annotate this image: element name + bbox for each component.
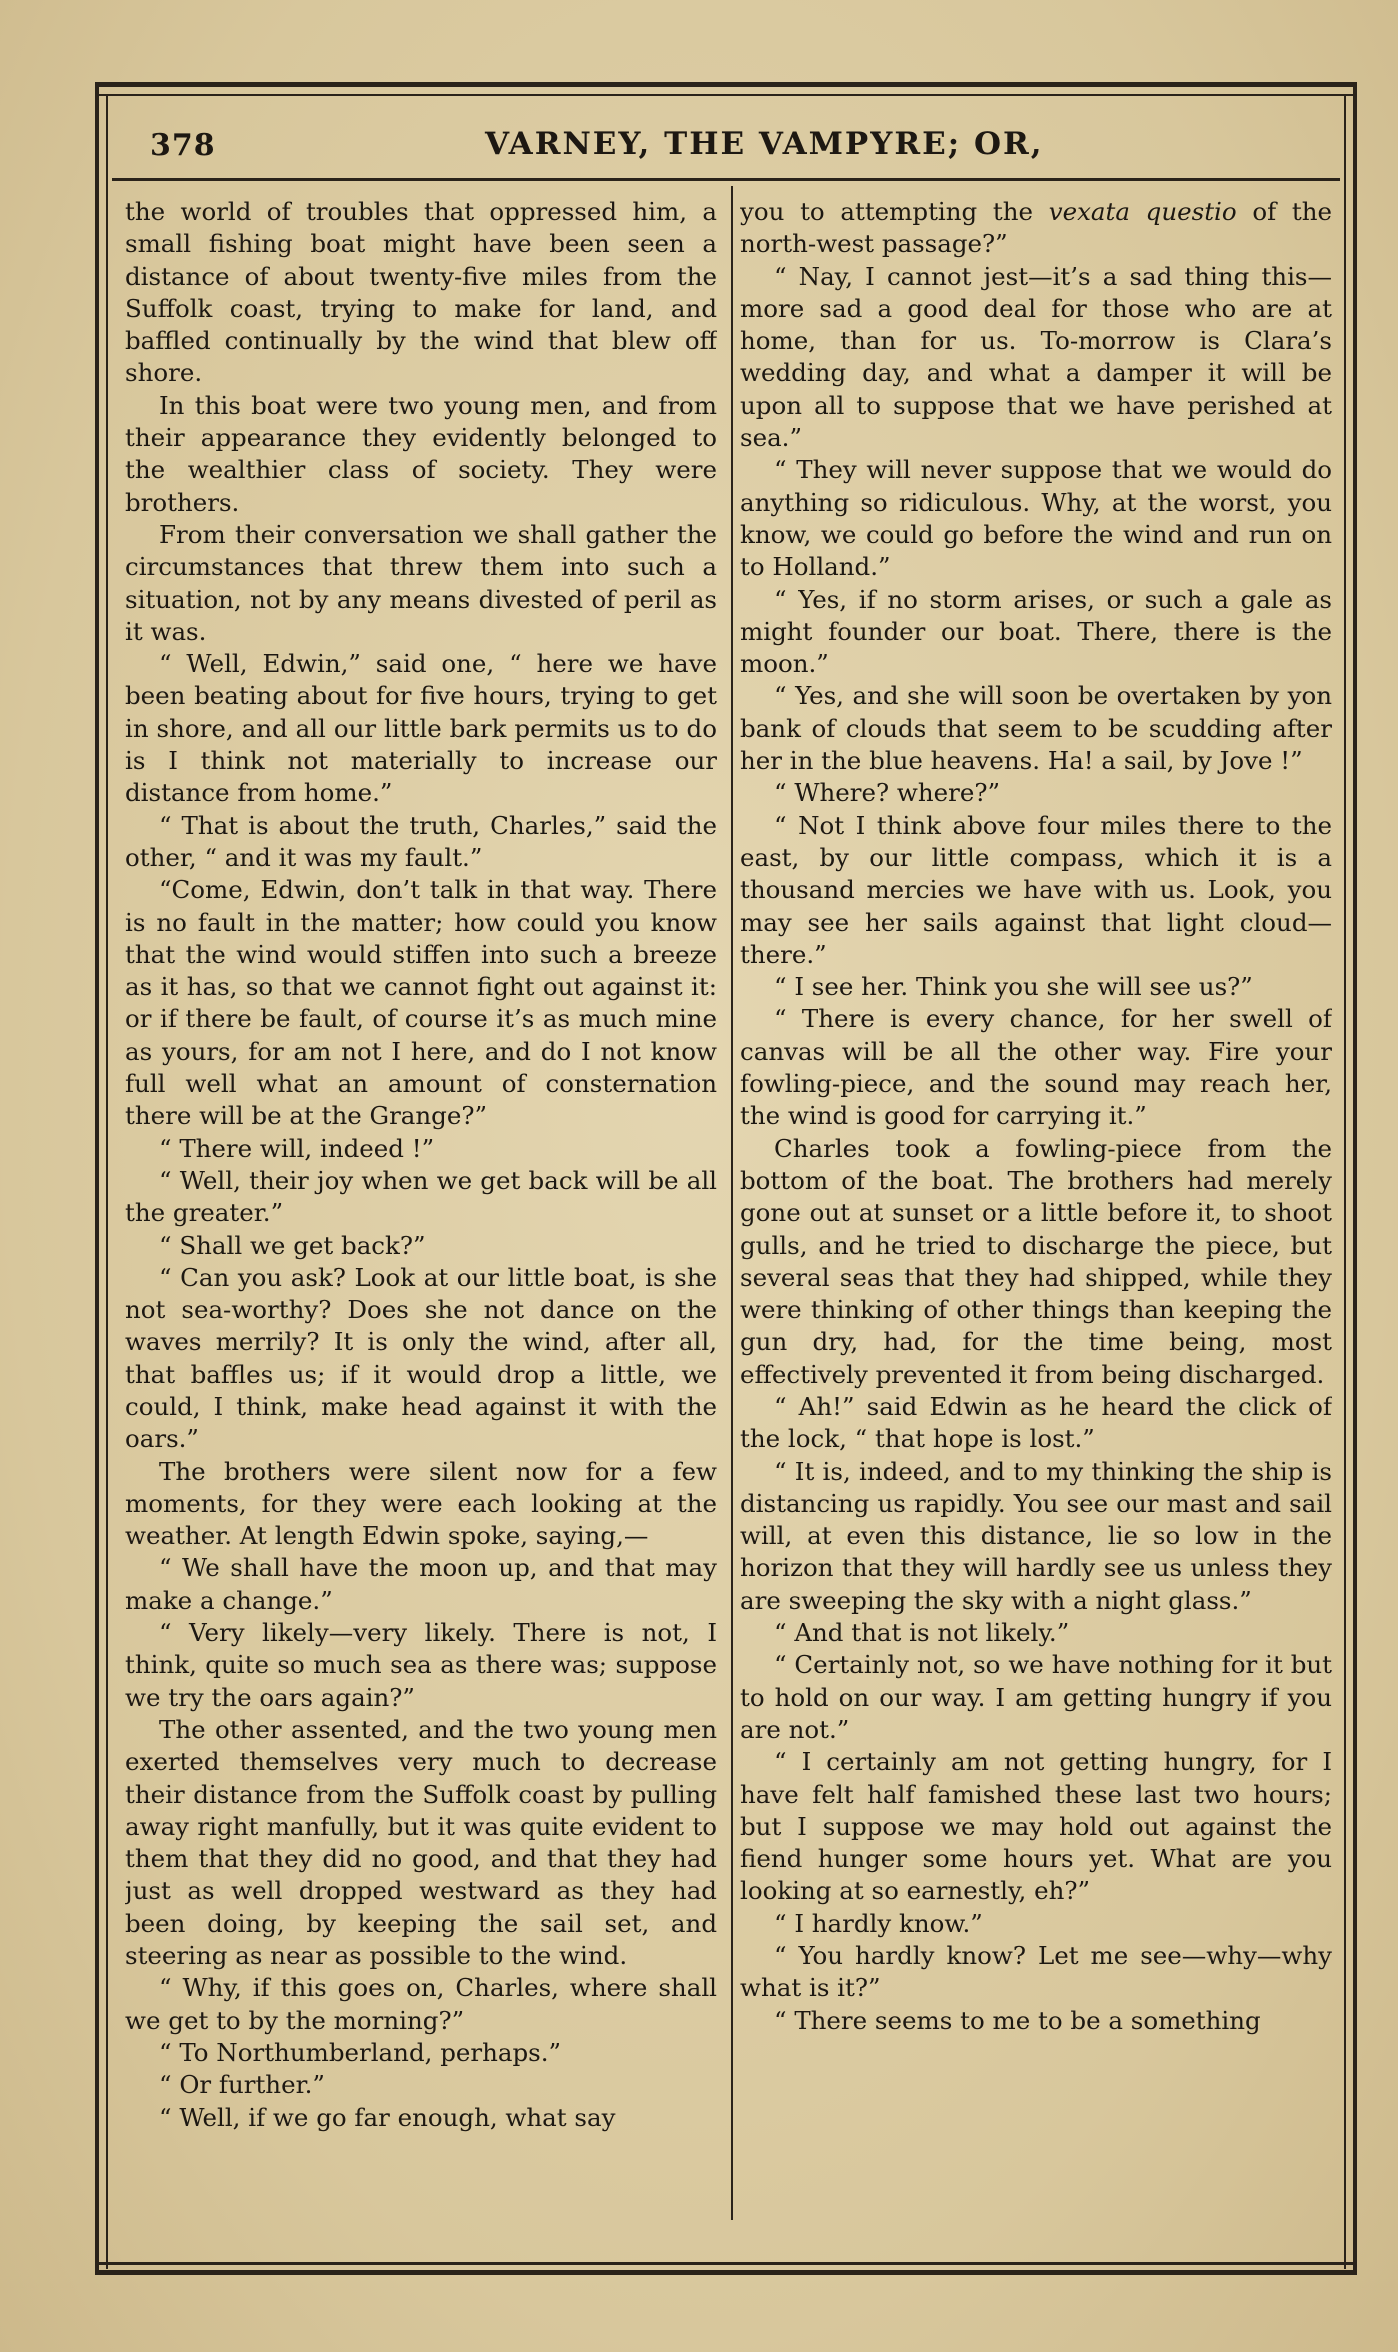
left-border-thin — [106, 94, 108, 2269]
column-divider — [731, 186, 733, 2220]
paragraph: “ It is, indeed, and to my thinking the ship is distancing us rapidly. You see our mast and sail will, at even this distance, lie so low in the horizon that they will hardly see us unless they are sweeping the sky with a night glass.” — [740, 1456, 1332, 1615]
paragraph: “ You hardly know? Let me see—why—why what is it?” — [740, 1941, 1332, 2003]
paragraph: “ I certainly am not getting hungry, for I have felt half famished these last two hours; but I suppose we may hold out against the fiend hunger some hours yet. What are you looking at so earnestly, eh?” — [740, 1747, 1332, 1906]
paragraph: Charles took a fowling-piece from the bottom of the boat. The brothers had merely gone out at sunset or a little before it, to shoot gulls, and he tried to discharge the piece, but several seas that they had shipped, while they were thinking of other things than keeping the gun dry, had, for the time being, most effectively prevented it from being discharged. — [740, 1133, 1332, 1389]
paragraph: “ Where? where?” — [774, 778, 1001, 808]
bottom-border-thin — [95, 2262, 1357, 2265]
paragraph: “ There is every chance, for her swell of canvas will be all the other way. Fire your fowling-piece, and the sound may reach her, the wind is good for carrying it.” — [740, 1004, 1332, 1131]
paragraph: “ Very likely—very likely. There is not, I think, quite so much sea as there was; suppose we try the oars again?” — [125, 1618, 717, 1712]
paragraph: “ I hardly know.” — [774, 1908, 983, 1938]
right-border-thick — [1353, 82, 1357, 2275]
paragraph: “ Well, their joy when we get back will be all the greater.” — [125, 1165, 717, 1228]
paragraph: “ Shall we get back?” — [159, 1230, 426, 1260]
paragraph: From their conversation we shall gather the circumstances that threw them into such a situation, not by any means divested of peril as it was. — [125, 519, 717, 646]
lead-text-end: of the north-west passage?” — [740, 197, 1332, 259]
paragraph: the world of troubles that oppressed him, a small fishing boat might have been seen a distance of about twenty-five miles from the Suffolk coast, trying to make for land, and baffled continually by the wind that blew off shore. — [125, 197, 717, 388]
paragraph: “ To Northumberland, perhaps.” — [159, 2037, 562, 2067]
paragraph: “ Yes, and she will soon be overtaken by yon bank of clouds that seem to be scudding after her in the blue heavens. Ha! a sail, by Jove !” — [740, 681, 1332, 776]
top-border-thin — [95, 94, 1357, 96]
paragraph: “ Ah!” said Edwin as he heard the click of the lock, “ that hope is lost.” — [740, 1391, 1332, 1454]
paragraph: “ Or further.” — [159, 2070, 325, 2100]
paragraph: “ Well, if we go far enough, what say — [159, 2102, 616, 2132]
paragraph: “ I see her. Think you she will see us?” — [774, 972, 1253, 1002]
paragraph: “ Well, Edwin,” said one, “ here we have been beating about for five hours, trying to get in shore, and all our little bark permits us to do is I think not materially to increase our distance from home.” — [125, 649, 717, 808]
top-border-thick — [95, 82, 1357, 87]
paragraph: “ Yes, if no storm arises, or such a gale as might founder our boat. There, there is the moon.” — [740, 584, 1332, 679]
paragraph: “ Not I think above four miles there to the east, by our little compass, which it is a thousand mercies we have with us. Look, you may see her sails against that light cloud—there.” — [740, 810, 1332, 969]
header-rule — [112, 178, 1340, 181]
continued-paragraph — [740, 196, 1332, 261]
paragraph: “ We shall have the moon up, and that may make a change.” — [125, 1553, 717, 1615]
paragraph: “ There will, indeed !” — [159, 1133, 435, 1163]
right-column — [740, 196, 1332, 2226]
left-border-thick — [95, 82, 99, 2275]
paragraph: “Come, Edwin, don’t talk in that way. There is no fault in the matter; how could you know that the wind would stiffen into such a breeze as it has, so that we cannot fight out against it: or if there be fault, of course it’s as much mine as yours, for am not I here, and do I not know full well what an amount of consternation there will be at the Grange?” — [125, 875, 717, 1131]
paragraph: “ Certainly not, so we have nothing for it but to hold on our way. I am getting hungry if you are not.” — [740, 1650, 1332, 1744]
paragraph: “ Nay, I cannot jest—it’s a sad thing this—more sad a good deal for those who are at home, than for us. To-morrow is Clara’s wedding day, and what a damper it will be upon all to suppose that we have perished at sea.” — [740, 261, 1332, 453]
bottom-border-thick — [95, 2270, 1357, 2275]
paragraph: “ And that is not likely.” — [774, 1618, 1070, 1648]
paragraph: “ Why, if this goes on, Charles, where shall we get to by the morning?” — [125, 1973, 717, 2035]
running-title: VARNEY, THE VAMPYRE; OR, — [485, 126, 1044, 162]
latin-phrase: vexata questio — [1048, 197, 1237, 226]
right-border-thin — [1344, 94, 1346, 2269]
paragraph: “ That is about the truth, Charles,” said the other, “ and it was my fault.” — [125, 810, 717, 872]
paragraph: In this boat were two young men, and from their appearance they evidently belonged to the wealthier class of society. They were brothers. — [125, 390, 717, 517]
left-column — [125, 196, 717, 2226]
paragraph: “ Can you ask? Look at our little boat, is she not sea-worthy? Does she not dance on the waves merrily? It is only the wind, after all, that baffles us; if it would drop a little, we could, I think, make head against it with the oars.” — [125, 1262, 717, 1454]
paragraph: “ There seems to me to be a something — [774, 2005, 1261, 2035]
lead-text: you to attempting the — [740, 197, 1049, 226]
paragraph: “ They will never suppose that we would do anything so ridiculous. Why, at the worst, you know, we could go before the wind and run on to Holland.” — [740, 455, 1332, 582]
paragraph: The other assented, and the two young men exerted themselves very much to decrease their distance from the Suffolk coast by pulling away right manfully, but it was quite evident to them that they did no good, and that they had just as well dropped westward as they had been doing, by keeping the sail set, and steering as near as possible to the wind. — [125, 1714, 717, 1971]
page-number: 378 — [150, 128, 216, 163]
paragraph: The brothers were silent now for a few moments, for they were each looking at the weather. At length Edwin spoke, saying,— — [125, 1456, 717, 1551]
